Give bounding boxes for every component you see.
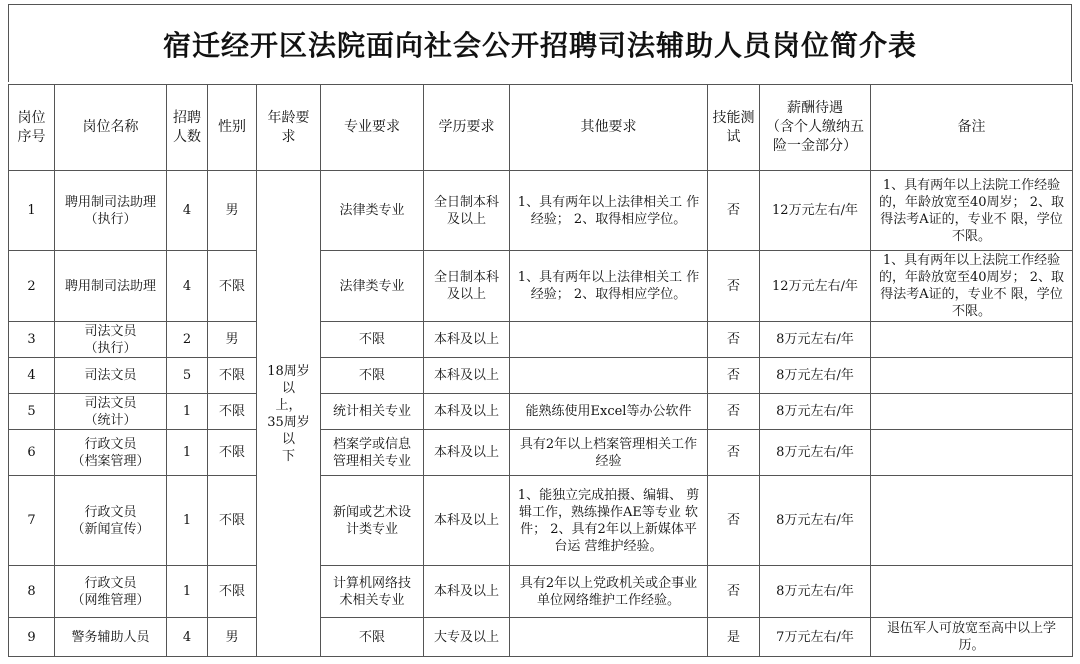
cell-edu: 全日制本科 及以上: [424, 171, 510, 251]
cell-skill: 否: [708, 171, 760, 251]
cell-major: 新闻或艺术设 计类专业: [321, 476, 424, 566]
cell-gender: 不限: [208, 430, 257, 476]
cell-major: 法律类专业: [321, 251, 424, 322]
header-skill: 技能测 试: [708, 85, 760, 171]
header-major: 专业要求: [321, 85, 424, 171]
positions-table: [8, 84, 1073, 657]
cell-name: 行政文员 （网维管理）: [55, 566, 167, 618]
cell-name: 聘用制司法助理: [55, 251, 167, 322]
cell-remark: [871, 394, 1073, 430]
cell-seq: 1: [9, 171, 55, 251]
cell-major: 不限: [321, 322, 424, 358]
cell-skill: 是: [708, 618, 760, 657]
cell-other: 具有2年以上档案管理相关工作 经验: [510, 430, 708, 476]
cell-other: 具有2年以上党政机关或企事业 单位网络维护工作经验。: [510, 566, 708, 618]
cell-major: 不限: [321, 358, 424, 394]
cell-name: 聘用制司法助理 （执行）: [55, 171, 167, 251]
header-row: [9, 85, 1073, 171]
cell-seq: 6: [9, 430, 55, 476]
cell-edu: 大专及以上: [424, 618, 510, 657]
cell-name: 警务辅助人员: [55, 618, 167, 657]
cell-seq: 8: [9, 566, 55, 618]
cell-other: [510, 322, 708, 358]
cell-salary: 8万元左右/年: [760, 566, 871, 618]
cell-gender: 不限: [208, 251, 257, 322]
cell-other: 1、具有两年以上法律相关工 作经验； 2、取得相应学位。: [510, 171, 708, 251]
cell-edu: 本科及以上: [424, 322, 510, 358]
cell-seq: 2: [9, 251, 55, 322]
cell-other: 1、具有两年以上法律相关工 作经验； 2、取得相应学位。: [510, 251, 708, 322]
cell-other: 能熟练使用Excel等办公软件: [510, 394, 708, 430]
cell-edu: 本科及以上: [424, 566, 510, 618]
cell-major: 不限: [321, 618, 424, 657]
cell-gender: 男: [208, 618, 257, 657]
table-row: [9, 322, 1073, 358]
cell-salary: 8万元左右/年: [760, 322, 871, 358]
table-row: [9, 430, 1073, 476]
cell-other: [510, 358, 708, 394]
cell-salary: 8万元左右/年: [760, 394, 871, 430]
cell-other: 1、能独立完成拍摄、编辑、 剪辑工作，熟练操作AE等专业 软件； 2、具有2年以上新媒体平台运 营维护经验。: [510, 476, 708, 566]
cell-remark: [871, 322, 1073, 358]
cell-seq: 7: [9, 476, 55, 566]
cell-major: 法律类专业: [321, 171, 424, 251]
cell-remark: 1、具有两年以上法院工作经验 的，年龄放宽至40周岁； 2、取得法考A证的，专业不 限，学位不限。: [871, 171, 1073, 251]
cell-salary: 8万元左右/年: [760, 358, 871, 394]
table-row: [9, 171, 1073, 251]
cell-salary: 12万元左右/年: [760, 171, 871, 251]
cell-count: 1: [167, 476, 208, 566]
table-row: [9, 566, 1073, 618]
cell-age: 18周岁以 上， 35周岁以 下: [257, 171, 321, 657]
cell-gender: 不限: [208, 566, 257, 618]
cell-gender: 不限: [208, 358, 257, 394]
header-gender: 性别: [208, 85, 257, 171]
cell-count: 4: [167, 251, 208, 322]
cell-skill: 否: [708, 566, 760, 618]
cell-count: 2: [167, 322, 208, 358]
cell-salary: 8万元左右/年: [760, 476, 871, 566]
cell-salary: 12万元左右/年: [760, 251, 871, 322]
cell-seq: 4: [9, 358, 55, 394]
cell-other: [510, 618, 708, 657]
cell-remark: 1、具有两年以上法院工作经验 的，年龄放宽至40周岁； 2、取得法考A证的，专业不 限，学位不限。: [871, 251, 1073, 322]
header-count: 招聘 人数: [167, 85, 208, 171]
cell-edu: 本科及以上: [424, 476, 510, 566]
header-edu: 学历要求: [424, 85, 510, 171]
cell-name: 行政文员 （新闻宣传）: [55, 476, 167, 566]
table-row: [9, 251, 1073, 322]
table-row: [9, 618, 1073, 657]
header-name: 岗位名称: [55, 85, 167, 171]
cell-seq: 9: [9, 618, 55, 657]
cell-name: 司法文员 （执行）: [55, 322, 167, 358]
cell-seq: 5: [9, 394, 55, 430]
cell-major: 统计相关专业: [321, 394, 424, 430]
cell-count: 1: [167, 430, 208, 476]
cell-salary: 7万元左右/年: [760, 618, 871, 657]
page-title: 宿迁经开区法院面向社会公开招聘司法辅助人员岗位简介表: [8, 4, 1072, 82]
cell-name: 司法文员 （统计）: [55, 394, 167, 430]
header-salary: 薪酬待遇 （含个人缴纳五 险一金部分）: [760, 85, 871, 171]
cell-name: 司法文员: [55, 358, 167, 394]
cell-count: 4: [167, 171, 208, 251]
cell-name: 行政文员 （档案管理）: [55, 430, 167, 476]
cell-edu: 本科及以上: [424, 430, 510, 476]
cell-skill: 否: [708, 430, 760, 476]
table-row: [9, 394, 1073, 430]
table-row: [9, 476, 1073, 566]
cell-remark: [871, 476, 1073, 566]
cell-count: 1: [167, 394, 208, 430]
cell-count: 5: [167, 358, 208, 394]
cell-major: 档案学或信息 管理相关专业: [321, 430, 424, 476]
cell-count: 4: [167, 618, 208, 657]
cell-salary: 8万元左右/年: [760, 430, 871, 476]
cell-edu: 本科及以上: [424, 358, 510, 394]
header-remark: 备注: [871, 85, 1073, 171]
cell-count: 1: [167, 566, 208, 618]
cell-skill: 否: [708, 358, 760, 394]
cell-skill: 否: [708, 394, 760, 430]
table-row: [9, 358, 1073, 394]
header-seq: 岗位 序号: [9, 85, 55, 171]
cell-skill: 否: [708, 476, 760, 566]
cell-skill: 否: [708, 251, 760, 322]
cell-remark: [871, 430, 1073, 476]
cell-skill: 否: [708, 322, 760, 358]
cell-gender: 男: [208, 322, 257, 358]
header-other: 其他要求: [510, 85, 708, 171]
cell-gender: 男: [208, 171, 257, 251]
cell-edu: 本科及以上: [424, 394, 510, 430]
header-age: 年龄要 求: [257, 85, 321, 171]
cell-remark: [871, 358, 1073, 394]
cell-remark: 退伍军人可放宽至高中以上学 历。: [871, 618, 1073, 657]
cell-edu: 全日制本科 及以上: [424, 251, 510, 322]
cell-gender: 不限: [208, 476, 257, 566]
cell-seq: 3: [9, 322, 55, 358]
cell-remark: [871, 566, 1073, 618]
cell-major: 计算机网络技 术相关专业: [321, 566, 424, 618]
cell-gender: 不限: [208, 394, 257, 430]
